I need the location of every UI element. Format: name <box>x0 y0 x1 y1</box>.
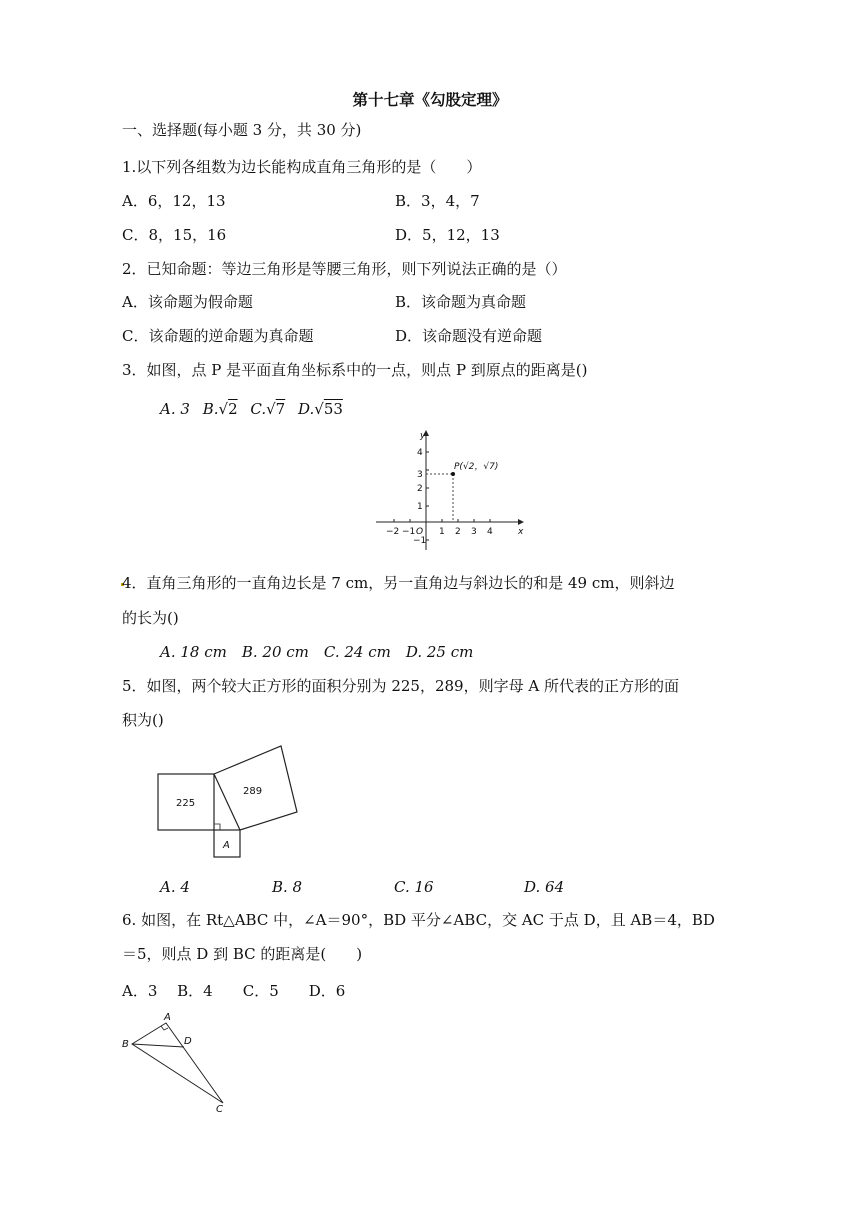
q3-option-a: A. 3 <box>160 400 190 418</box>
q2-option-a: A．该命题为假命题 <box>122 293 253 311</box>
q1-option-a: A．6，12，13 <box>122 192 226 210</box>
y-axis-label: y <box>420 431 426 441</box>
q1-option-b: B．3，4，7 <box>395 192 480 210</box>
q3-option-b-prefix: B. <box>202 400 219 418</box>
q3-option-c-radicand: 7 <box>275 400 286 418</box>
q3-stem: 3．如图，点 P 是平面直角坐标系中的一点，则点 P 到原点的距离是() <box>122 361 588 379</box>
vertex-c-label: C <box>216 1104 223 1115</box>
q6-options: A．3 B．4 C．5 D．6 <box>122 982 346 1000</box>
x-axis-label: x <box>518 527 524 537</box>
q2-option-d: D．该命题没有逆命题 <box>395 327 543 345</box>
x-tick-label: −1 <box>402 527 416 537</box>
q3-option-d-prefix: D. <box>298 400 315 418</box>
page-title: 第十七章《勾股定理》 <box>352 90 508 109</box>
q1-option-d: D．5，12，13 <box>395 226 500 244</box>
q3-option-d-radicand: 53 <box>323 400 343 418</box>
q6-stem-line2: ＝5，则点 D 到 BC 的距离是( ) <box>122 945 363 963</box>
x-tick-label: 2 <box>455 527 461 537</box>
right-angle-mark <box>214 824 220 830</box>
segment-bd <box>132 1044 184 1047</box>
q5-stem-line1: 5．如图，两个较大正方形的面积分别为 225，289，则字母 A 所代表的正方形的面 <box>122 677 679 695</box>
x-tick-label: 1 <box>439 527 445 537</box>
q1-option-c: C．8，15，16 <box>122 226 227 244</box>
vertex-b-label: B <box>122 1039 129 1050</box>
q3-option-b-radicand: 2 <box>228 400 238 418</box>
x-tick-label: 4 <box>487 527 493 537</box>
q4-options: A. 18 cm B. 20 cm C. 24 cm D. 25 cm <box>160 643 474 661</box>
vertex-a-label: A <box>164 1012 171 1023</box>
point-p-label: P(√2，√7) <box>454 462 499 472</box>
y-tick-label: 1 <box>417 502 423 512</box>
x-tick-label: −2 <box>386 527 400 537</box>
right-angle-mark <box>161 1026 168 1030</box>
q4-stem-line1: 4．直角三角形的一直角边长是 7 cm，另一直角边与斜边长的和是 49 cm，则斜边 <box>122 574 675 592</box>
triangle-abc <box>132 1023 223 1103</box>
q6-triangle-figure <box>118 1008 238 1118</box>
q4-stem-line2: 的长为() <box>122 609 179 627</box>
square-289-label: 289 <box>243 786 263 797</box>
q1-stem: 1.以下列各组数为边长能构成直角三角形的是（ ） <box>122 158 482 176</box>
point-p <box>451 472 455 476</box>
q3-option-c-prefix: C. <box>250 400 267 418</box>
q5-option-c: C. 16 <box>394 878 434 896</box>
origin-label: O <box>416 527 424 537</box>
section-heading: 一、选择题(每小题 3 分，共 30 分) <box>122 121 362 139</box>
y-tick-label: 3 <box>417 470 423 480</box>
q2-option-b: B．该命题为真命题 <box>395 293 527 311</box>
x-tick-label: 3 <box>471 527 477 537</box>
square-a-label: A <box>223 840 230 851</box>
y-tick-label: −1 <box>413 536 427 546</box>
q6-stem-line1: 6. 如图，在 Rt△ABC 中，∠A＝90°，BD 平分∠ABC，交 AC 于点 D，且 AB＝4，BD <box>122 911 715 929</box>
y-tick-label: 2 <box>417 484 423 494</box>
q3-options: A. 3 B.√2 C.√7 D.√53 <box>160 400 343 418</box>
q2-stem: 2．已知命题：等边三角形是等腰三角形，则下列说法正确的是（） <box>122 260 567 278</box>
q5-option-d: D. 64 <box>524 878 565 896</box>
q2-option-c: C．该命题的逆命题为真命题 <box>122 327 314 345</box>
point-d-label: D <box>184 1036 192 1047</box>
q5-option-b: B. 8 <box>272 878 303 896</box>
q5-option-a: A. 4 <box>160 878 190 896</box>
square-225-label: 225 <box>176 798 196 809</box>
y-tick-label: 4 <box>417 448 423 458</box>
q5-stem-line2: 积为() <box>122 711 164 729</box>
q3-coordinate-figure <box>370 428 530 553</box>
q5-squares-figure <box>150 740 310 865</box>
